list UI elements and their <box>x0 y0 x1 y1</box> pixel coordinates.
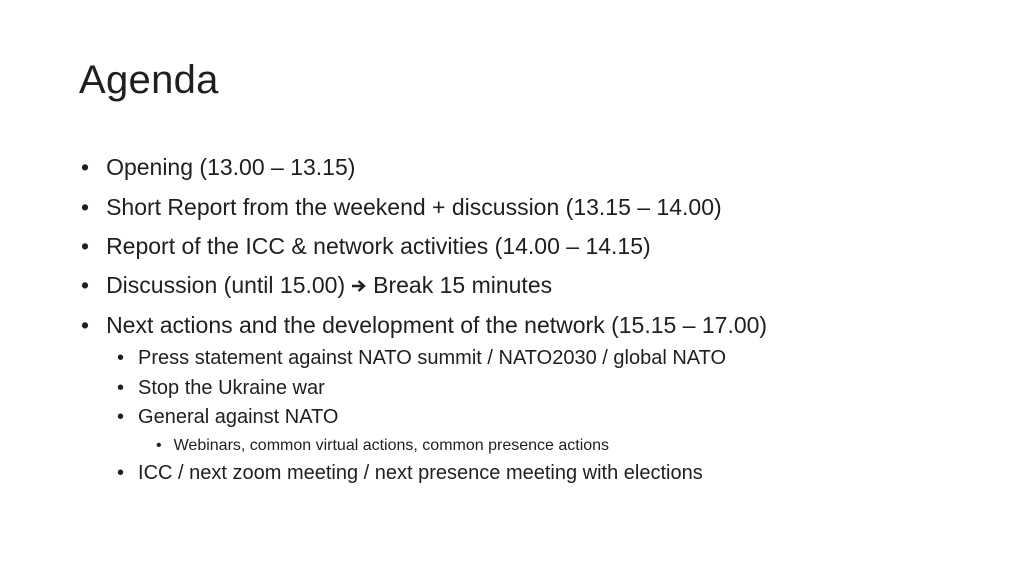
sub-item-text: Stop the Ukraine war <box>138 377 325 399</box>
bullet-icon: • <box>117 347 125 369</box>
sub-sub-item-webinars <box>156 437 609 455</box>
agenda-item-text: Report of the ICC & network activities (14.00 – 14.15) <box>106 233 651 259</box>
bullet-icon: • <box>81 233 90 259</box>
sub-item-icc-meeting <box>117 462 703 485</box>
arrow-right-icon <box>351 273 367 300</box>
bullet-icon: • <box>81 194 90 220</box>
bullet-icon: • <box>117 406 125 428</box>
agenda-item-short-report <box>81 194 722 221</box>
bullet-icon: • <box>117 377 125 399</box>
sub-item-text: Press statement against NATO summit / NATO2030 / global NATO <box>138 347 727 369</box>
sub-item-general <box>117 406 338 429</box>
sub-item-stop-war <box>117 377 325 400</box>
agenda-item-text: Short Report from the weekend + discussion (13.15 – 14.00) <box>106 194 722 220</box>
sub-sub-item-text: Webinars, common virtual actions, common presence actions <box>173 437 610 454</box>
sub-item-text: ICC / next zoom meeting / next presence meeting with elections <box>138 462 703 484</box>
agenda-item-text-before: Discussion (until 15.00) <box>106 272 346 298</box>
agenda-item-text: Opening (13.00 – 13.15) <box>106 154 356 180</box>
bullet-icon: • <box>156 437 162 454</box>
bullet-icon: • <box>81 154 90 180</box>
agenda-item-opening <box>81 154 355 181</box>
agenda-item-text-after: Break 15 minutes <box>373 272 553 298</box>
sub-item-text: General against NATO <box>138 406 339 428</box>
agenda-item-text: Next actions and the development of the network (15.15 – 17.00) <box>106 312 768 338</box>
sub-item-press-statement <box>117 347 726 370</box>
slide-title: Agenda <box>79 58 219 102</box>
agenda-item-next-actions <box>81 312 767 339</box>
bullet-icon: • <box>117 462 125 484</box>
agenda-item-icc-report <box>81 233 651 260</box>
bullet-icon: • <box>81 272 90 298</box>
bullet-icon: • <box>81 312 90 338</box>
agenda-item-discussion <box>81 272 552 300</box>
